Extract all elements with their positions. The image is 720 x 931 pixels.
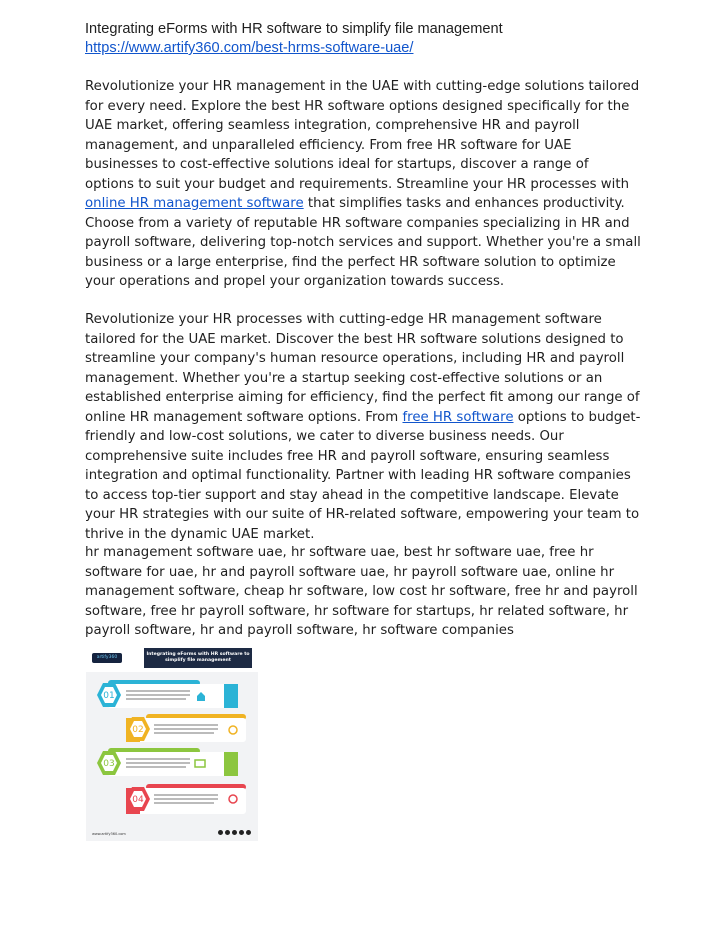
paragraph-1-text-start: Revolutionize your HR management in the UAE with cutting-edge solutions tailored for every need. Explore the best HR software options designed specifically for the UAE market, offering seamless integration, comprehensive HR and payroll management, and unparalleled efficiency. From free HR software for UAE businesses to cost-effective solutions ideal for startups, discover a range of options to suit your budget and requirements. Streamline your HR processes with: [85, 79, 640, 192]
paragraph-2: [85, 310, 641, 544]
step-number-3: 03: [103, 759, 115, 769]
document-body: [85, 20, 641, 638]
paragraph-1-text-end: that simplifies tasks and enhances productivity. Choose from a variety of reputable HR software companies specializing in HR and payroll software, delivering top-notch services and support. Whether you're a small business or a large enterprise, find the perfect HR software solution to optimize your operations and propel your organization towards success.: [85, 196, 641, 289]
facebook-icon: [218, 830, 223, 835]
infographic-steps: [86, 644, 258, 841]
step-number-4: 04: [132, 795, 144, 805]
online-hr-management-software-link[interactable]: online HR management software: [85, 196, 304, 211]
paragraph-2-text-start: Revolutionize your HR processes with cutting-edge HR management software tailored for the UAE market. Discover the best HR software solutions designed to streamline your company's human resource operations, including HR and payroll management. Whether you're a startup seeking cost-effective solutions or an established enterprise aiming for efficiency, find the perfect fit among our range of online HR management software options. From: [85, 312, 640, 425]
infographic-step-1: [97, 680, 238, 708]
infographic-step-2: [126, 714, 246, 742]
infographic-step-3: [97, 748, 238, 776]
infographic-image: [86, 644, 258, 841]
infographic-logo: artify360: [92, 653, 122, 663]
infographic-footer-url: www.artify360.com: [92, 832, 126, 836]
linkedin-icon: [239, 830, 244, 835]
social-icons: [218, 830, 251, 835]
document-title: Integrating eForms with HR software to simplify file management: [85, 21, 503, 37]
infographic-step-4: [126, 784, 246, 814]
paragraph-2-text-end: options to budget-friendly and low-cost solutions, we cater to diverse business needs. Our comprehensive suite includes free HR and payroll software, ensuring seamless integration and optimal functionality. Partner with leading HR software companies to access top-tier support and stay ahead in the competitive landscape. Elevate your HR strategies with our suite of HR-related software, empowering your team to thrive in the dynamic UAE market.: [85, 409, 641, 542]
free-hr-software-link[interactable]: free HR software: [402, 409, 514, 425]
infographic-title: Integrating eForms with HR software to simplify file management: [144, 648, 252, 668]
source-url-link[interactable]: https://www.artify360.com/best-hrms-software-uae/: [85, 40, 414, 56]
keywords-paragraph: hr management software uae, hr software uae, best hr software uae, free hr software for uae, hr and payroll software uae, hr payroll software uae, online hr management software, cheap hr software, low cost hr software, free hr and payroll software, free hr payroll software, hr software for startups, hr related software, hr payroll software, hr and payroll software, hr software companies: [85, 545, 638, 638]
youtube-icon: [246, 830, 251, 835]
paragraph-1: [85, 77, 641, 292]
step-number-1: 01: [103, 691, 115, 701]
twitter-icon: [232, 830, 237, 835]
step-number-2: 02: [132, 725, 144, 735]
instagram-icon: [225, 830, 230, 835]
